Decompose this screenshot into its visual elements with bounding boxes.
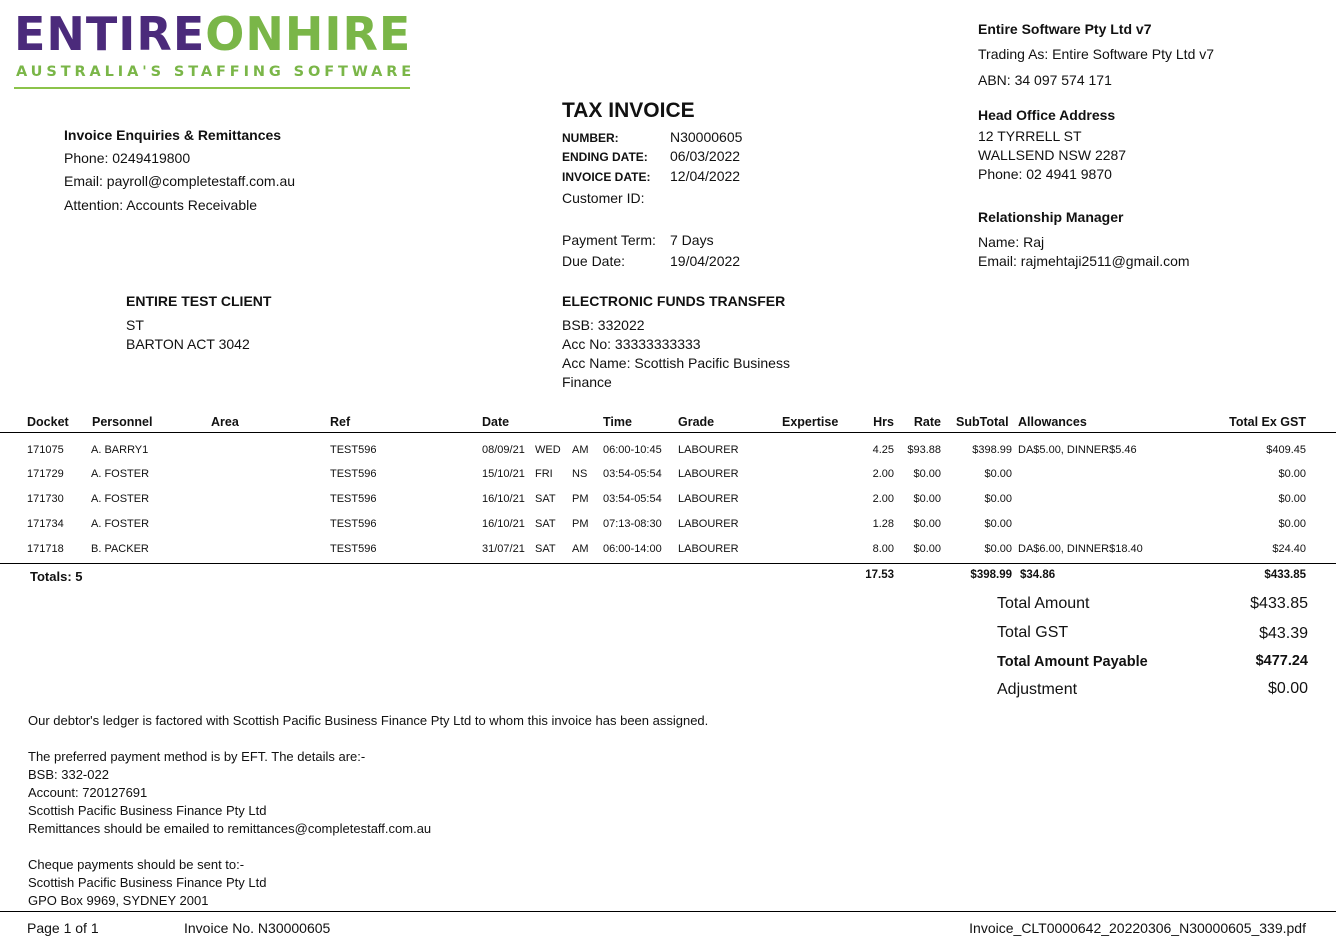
invoice-number-label: NUMBER: xyxy=(562,131,619,145)
col-allowances: Allowances xyxy=(1018,415,1087,429)
footer-filename: Invoice_CLT0000642_20220306_N30000605_339.pdf xyxy=(969,920,1306,936)
totals-subtotal: $398.99 xyxy=(970,569,1012,581)
cell-day: FRI xyxy=(535,468,553,480)
cell-docket: 171729 xyxy=(27,468,64,480)
col-hrs: Hrs xyxy=(873,415,894,429)
total-payable-value: $477.24 xyxy=(1255,653,1308,669)
table-header-divider xyxy=(0,432,1336,433)
eft-bsb: BSB: 332022 xyxy=(562,317,645,333)
cell-rate: $0.00 xyxy=(913,468,941,480)
cell-hrs: 1.28 xyxy=(872,518,894,530)
logo-part-onhire: ONHIRE xyxy=(205,7,412,61)
note-factored: Our debtor's ledger is factored with Scottish Pacific Business Finance Pty Ltd to whom this invoice has been assigned. xyxy=(28,713,709,728)
cell-grade: LABOURER xyxy=(678,444,739,456)
cell-date: 31/07/21 xyxy=(482,543,525,555)
cell-subtotal: $0.00 xyxy=(984,468,1012,480)
cell-shift: AM xyxy=(572,543,589,555)
relationship-manager-name: Name: Raj xyxy=(978,234,1045,250)
totals-total: $433.85 xyxy=(1264,569,1306,581)
logo-underline xyxy=(14,87,410,89)
cell-time: 06:00-10:45 xyxy=(603,444,662,456)
cell-rate: $0.00 xyxy=(913,543,941,555)
cell-date: 16/10/21 xyxy=(482,493,525,505)
total-gst-value: $43.39 xyxy=(1259,625,1308,642)
note-cheque-address: GPO Box 9969, SYDNEY 2001 xyxy=(28,893,209,908)
total-gst-label: Total GST xyxy=(997,624,1069,641)
cell-total: $0.00 xyxy=(1278,518,1306,530)
cell-shift: PM xyxy=(572,493,589,505)
col-rate: Rate xyxy=(913,415,941,429)
col-ref: Ref xyxy=(330,415,351,429)
cell-shift: AM xyxy=(572,444,589,456)
adjustment-value: $0.00 xyxy=(1267,680,1308,697)
logo-part-entire: ENTIRE xyxy=(14,7,206,61)
totals-hrs: 17.53 xyxy=(865,569,894,581)
cell-day: SAT xyxy=(535,543,556,555)
note-cheque-name: Scottish Pacific Business Finance Pty Ltd xyxy=(28,875,267,890)
cell-ref: TEST596 xyxy=(330,518,377,530)
cell-subtotal: $0.00 xyxy=(984,543,1012,555)
col-personnel: Personnel xyxy=(92,415,153,429)
relationship-manager-title: Relationship Manager xyxy=(978,209,1124,225)
table-row xyxy=(0,543,1336,561)
col-expertise: Expertise xyxy=(782,415,839,429)
col-total: Total Ex GST xyxy=(1229,415,1306,429)
payment-term-label: Payment Term: xyxy=(562,232,656,248)
note-account: Account: 720127691 xyxy=(28,785,148,800)
cell-hrs: 2.00 xyxy=(872,493,894,505)
logo-tagline: AUSTRALIA'S STAFFING SOFTWARE xyxy=(16,64,416,80)
due-date-row xyxy=(562,253,740,269)
cell-shift: PM xyxy=(572,518,589,530)
enquiries-attention: Attention: Accounts Receivable xyxy=(64,197,258,213)
totals-count: 5 xyxy=(75,569,83,584)
cell-rate: $0.00 xyxy=(913,518,941,530)
col-grade: Grade xyxy=(678,415,715,429)
cell-allowances: DA$6.00, DINNER$18.40 xyxy=(1018,543,1143,555)
cell-docket: 171075 xyxy=(27,444,64,456)
table-row xyxy=(0,444,1336,462)
cell-grade: LABOURER xyxy=(678,468,739,480)
cell-date: 08/09/21 xyxy=(482,444,525,456)
totals-row xyxy=(0,569,1336,587)
enquiries-phone: Phone: 0249419800 xyxy=(64,150,191,166)
footer-divider xyxy=(0,911,1336,912)
note-cheque: Cheque payments should be sent to:- xyxy=(28,857,245,872)
company-name: Entire Software Pty Ltd v7 xyxy=(978,21,1152,37)
head-office-address1: 12 TYRRELL ST xyxy=(978,128,1082,144)
invoice-ending-label: ENDING DATE: xyxy=(562,150,648,164)
invoice-number-row xyxy=(562,129,742,145)
head-office-phone: Phone: 02 4941 9870 xyxy=(978,166,1112,182)
totals-label-text: Totals: xyxy=(30,569,72,584)
cell-grade: LABOURER xyxy=(678,493,739,505)
invoice-ending-value: 06/03/2022 xyxy=(670,148,741,164)
cell-personnel: A. FOSTER xyxy=(91,468,150,480)
customer-id-label: Customer ID: xyxy=(562,190,645,206)
cell-subtotal: $398.99 xyxy=(972,444,1012,456)
table-row xyxy=(0,493,1336,511)
client-address1: ST xyxy=(126,317,144,333)
table-row xyxy=(0,468,1336,486)
eft-acc-name: Acc Name: Scottish Pacific Business xyxy=(562,355,790,371)
cell-personnel: A. FOSTER xyxy=(91,518,150,530)
payment-term-row xyxy=(562,232,714,248)
cell-subtotal: $0.00 xyxy=(984,493,1012,505)
cell-date: 15/10/21 xyxy=(482,468,525,480)
col-subtotal: SubTotal xyxy=(956,415,1009,429)
cell-total: $409.45 xyxy=(1266,444,1306,456)
cell-rate: $93.88 xyxy=(907,444,941,456)
col-date: Date xyxy=(482,415,510,429)
note-bsb: BSB: 332-022 xyxy=(28,767,109,782)
cell-time: 07:13-08:30 xyxy=(603,518,662,530)
col-time: Time xyxy=(603,415,632,429)
cell-hrs: 2.00 xyxy=(872,468,894,480)
cell-docket: 171734 xyxy=(27,518,64,530)
cell-day: WED xyxy=(535,444,561,456)
due-date-label: Due Date: xyxy=(562,253,626,269)
cell-shift: NS xyxy=(572,468,588,480)
col-docket: Docket xyxy=(27,415,69,429)
cell-total: $0.00 xyxy=(1278,493,1306,505)
invoice-ending-row xyxy=(562,148,740,164)
cell-rate: $0.00 xyxy=(913,493,941,505)
enquiries-email: Email: payroll@completestaff.com.au xyxy=(64,173,296,189)
cell-personnel: B. PACKER xyxy=(91,543,149,555)
note-preferred: The preferred payment method is by EFT. The details are:- xyxy=(28,749,366,764)
invoice-date-row xyxy=(562,168,740,184)
cell-time: 03:54-05:54 xyxy=(603,493,662,505)
total-payable-label: Total Amount Payable xyxy=(997,654,1148,670)
cell-total: $24.40 xyxy=(1272,543,1306,555)
relationship-manager-email: Email: rajmehtaji2511@gmail.com xyxy=(978,253,1190,269)
table-totals-divider xyxy=(0,563,1336,564)
invoice-title: TAX INVOICE xyxy=(562,99,695,122)
company-trading-as: Trading As: Entire Software Pty Ltd v7 xyxy=(978,46,1215,62)
note-account-name: Scottish Pacific Business Finance Pty Ltd xyxy=(28,803,267,818)
eft-acc-name-cont: Finance xyxy=(562,374,612,390)
total-amount-label: Total Amount xyxy=(997,595,1090,612)
cell-ref: TEST596 xyxy=(330,493,377,505)
note-remit: Remittances should be emailed to remittances@completestaff.com.au xyxy=(28,821,432,836)
cell-docket: 171730 xyxy=(27,493,64,505)
due-date-value: 19/04/2022 xyxy=(670,253,741,269)
cell-day: SAT xyxy=(535,493,556,505)
cell-time: 06:00-14:00 xyxy=(603,543,662,555)
eft-acc-no: Acc No: 33333333333 xyxy=(562,336,701,352)
cell-ref: TEST596 xyxy=(330,468,377,480)
cell-hrs: 8.00 xyxy=(872,543,894,555)
cell-ref: TEST596 xyxy=(330,444,377,456)
payment-term-value: 7 Days xyxy=(670,232,714,248)
cell-grade: LABOURER xyxy=(678,518,739,530)
totals-label xyxy=(30,569,83,584)
client-address2: BARTON ACT 3042 xyxy=(126,336,250,352)
invoice-date-value: 12/04/2022 xyxy=(670,168,741,184)
footer-page: Page 1 of 1 xyxy=(27,920,99,936)
cell-time: 03:54-05:54 xyxy=(603,468,662,480)
footer-invoice-no: Invoice No. N30000605 xyxy=(184,920,331,936)
cell-personnel: A. FOSTER xyxy=(91,493,150,505)
total-amount-value: $433.85 xyxy=(1250,595,1308,612)
invoice-number-value: N30000605 xyxy=(670,129,743,145)
head-office-address2: WALLSEND NSW 2287 xyxy=(978,147,1127,163)
table-row xyxy=(0,518,1336,536)
client-name: ENTIRE TEST CLIENT xyxy=(126,293,272,309)
col-area: Area xyxy=(211,415,239,429)
cell-hrs: 4.25 xyxy=(872,444,894,456)
cell-grade: LABOURER xyxy=(678,543,739,555)
company-logo xyxy=(14,6,411,62)
cell-date: 16/10/21 xyxy=(482,518,525,530)
cell-subtotal: $0.00 xyxy=(984,518,1012,530)
cell-ref: TEST596 xyxy=(330,543,377,555)
adjustment-label: Adjustment xyxy=(997,681,1078,698)
cell-day: SAT xyxy=(535,518,556,530)
eft-title: ELECTRONIC FUNDS TRANSFER xyxy=(562,293,786,309)
cell-allowances: DA$5.00, DINNER$5.46 xyxy=(1018,444,1137,456)
cell-personnel: A. BARRY1 xyxy=(91,444,149,456)
head-office-title: Head Office Address xyxy=(978,107,1116,123)
totals-allowances: $34.86 xyxy=(1020,569,1056,581)
cell-total: $0.00 xyxy=(1278,468,1306,480)
invoice-date-label: INVOICE DATE: xyxy=(562,170,651,184)
company-abn: ABN: 34 097 574 171 xyxy=(978,72,1112,88)
cell-docket: 171718 xyxy=(27,543,64,555)
enquiries-title: Invoice Enquiries & Remittances xyxy=(64,127,282,143)
